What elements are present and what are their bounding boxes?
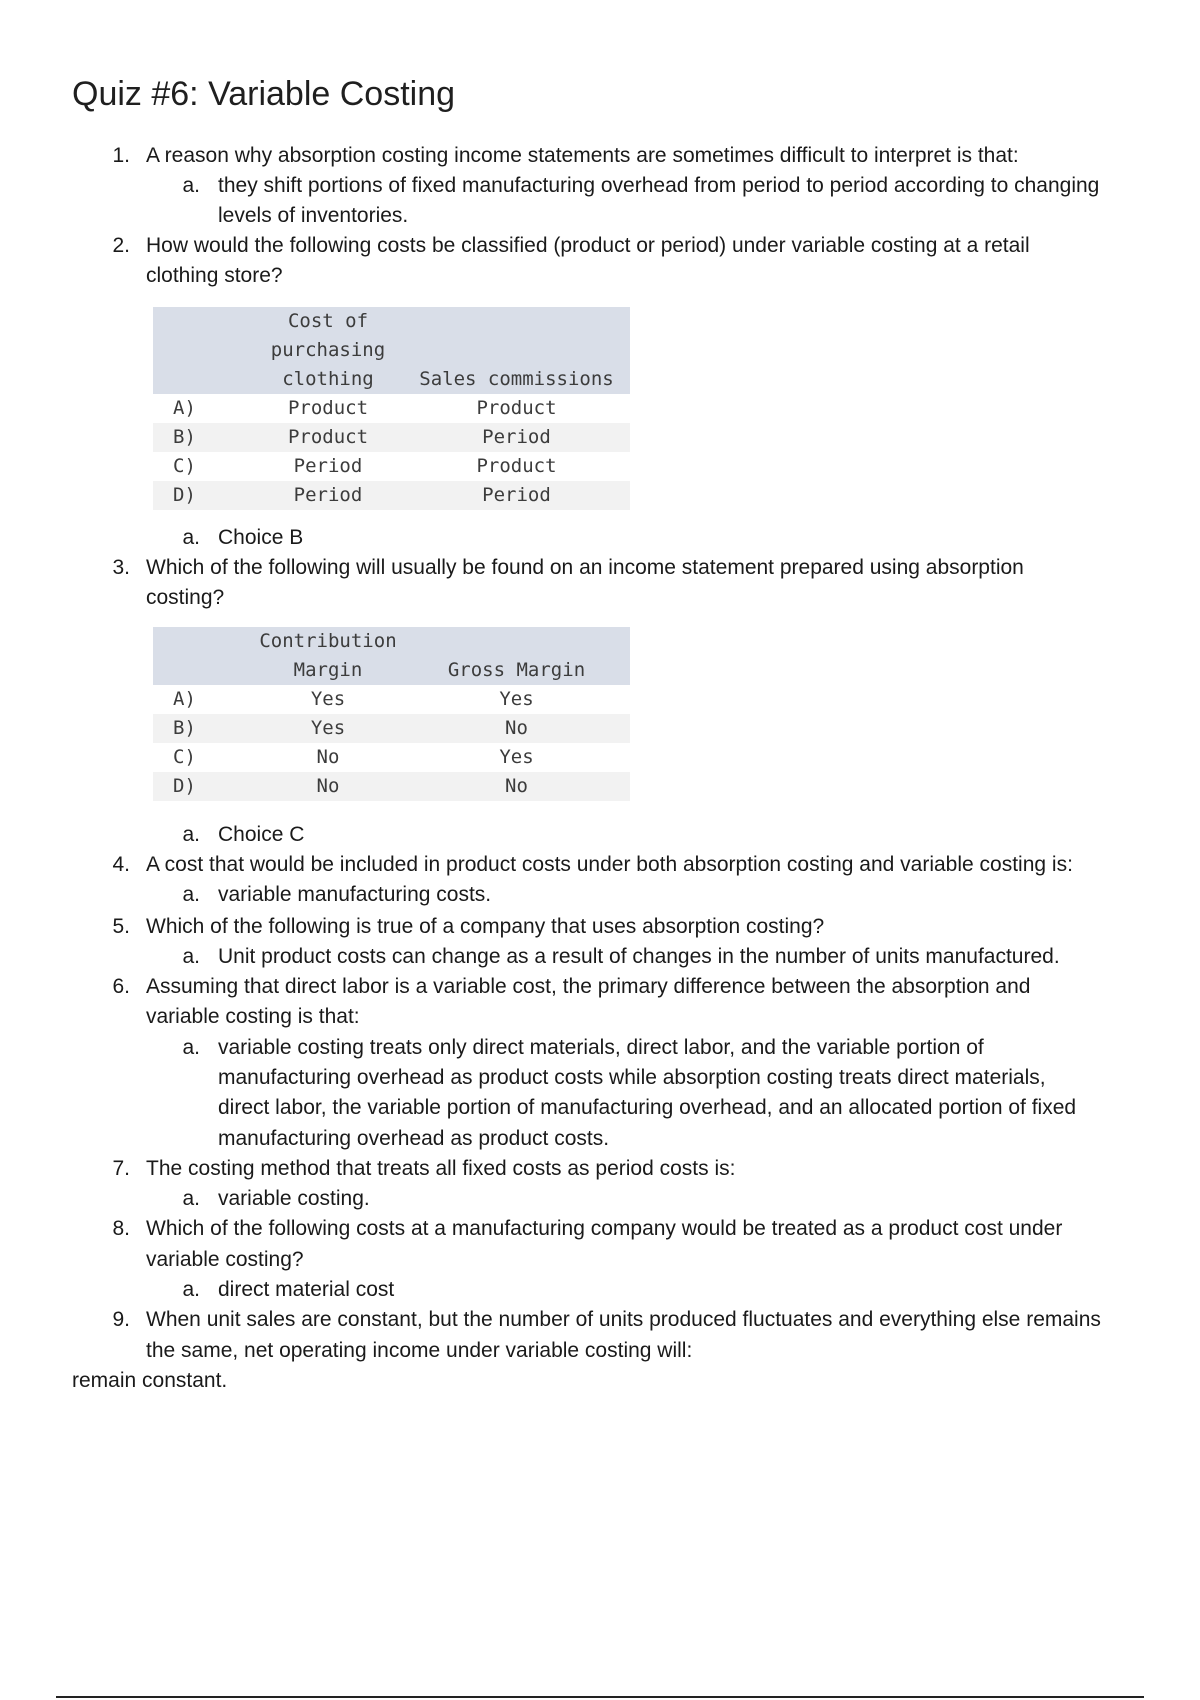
table-cell: No <box>316 746 340 768</box>
table-header-empty <box>153 627 253 685</box>
page-footer-divider <box>56 1696 1144 1698</box>
table-cell: No <box>403 714 630 743</box>
classification-table <box>153 307 630 510</box>
option-label: D) <box>153 772 253 801</box>
question-number: 2. <box>112 234 130 257</box>
question-text: The costing method that treats all fixed costs as period costs is: <box>146 1157 736 1180</box>
answer-text: manufacturing overhead as product costs. <box>218 1127 610 1150</box>
option-label: C) <box>173 746 196 768</box>
question-text: A cost that would be included in product costs under both absorption costing and variable costing is: <box>146 853 1073 876</box>
answer-text: direct labor, the variable portion of manufacturing overhead, and an allocated portion of fixed <box>218 1096 1077 1119</box>
table-row <box>153 743 630 772</box>
table-header-cost-of-purchasing-clothing: Cost of purchasing clothing <box>253 307 403 394</box>
answer-label: a. <box>182 526 200 549</box>
table-row <box>153 423 630 452</box>
table-cell: Yes <box>499 688 534 710</box>
table-cell: Yes <box>499 746 534 768</box>
answer-label: a. <box>182 823 200 846</box>
answer-label: a. <box>182 174 200 197</box>
table-row <box>153 394 630 423</box>
answer-text: Unit product costs can change as a result of changes in the number of units manufactured. <box>218 945 1060 968</box>
table-header-sales-commissions: Sales commissions <box>403 307 630 394</box>
question-text: Which of the following is true of a company that uses absorption costing? <box>146 915 825 938</box>
question-text: variable costing is that: <box>146 1005 360 1028</box>
table-cell: No <box>253 772 403 801</box>
table-cell: Product <box>476 455 557 477</box>
table-header-gross-margin: Gross Margin <box>403 627 630 685</box>
table-row <box>153 772 630 801</box>
answer-text: manufacturing overhead as product costs while absorption costing treats direct materials, <box>218 1066 1046 1089</box>
question-number: 5. <box>112 915 130 938</box>
answer-text: variable costing treats only direct materials, direct labor, and the variable portion of <box>218 1036 984 1059</box>
answer-label: a. <box>182 1036 200 1059</box>
question-number: 1. <box>112 144 130 167</box>
question-text: Assuming that direct labor is a variable cost, the primary difference between the absorption and <box>146 975 1031 998</box>
question-text: the same, net operating income under variable costing will: <box>146 1339 693 1362</box>
income-statement-table <box>153 627 630 801</box>
table-cell: Product <box>287 397 369 419</box>
table-cell: Yes <box>310 688 346 710</box>
question-text: A reason why absorption costing income statements are sometimes difficult to interpret is that: <box>146 144 1019 167</box>
question-text: clothing store? <box>146 264 283 287</box>
question-number: 8. <box>112 1217 130 1240</box>
question-number: 3. <box>112 556 130 579</box>
table-row <box>153 685 630 714</box>
option-label: A) <box>173 688 196 710</box>
table-cell: Period <box>403 423 630 452</box>
question-text: How would the following costs be classified (product or period) under variable costing at a retail <box>146 234 1030 257</box>
table-header-contribution-margin: Contribution Margin <box>253 627 403 685</box>
table-cell: Product <box>253 423 403 452</box>
answer-label: a. <box>182 1278 200 1301</box>
table-row <box>153 452 630 481</box>
question-number: 9. <box>112 1308 130 1331</box>
option-label: B) <box>153 423 253 452</box>
question-number: 4. <box>112 853 130 876</box>
answer-text: variable manufacturing costs. <box>218 883 492 906</box>
option-label: D) <box>153 481 253 510</box>
option-label: C) <box>173 455 196 477</box>
table-header-row <box>153 627 630 685</box>
question-number: 6. <box>112 975 130 998</box>
answer-label: a. <box>182 883 200 906</box>
answer-text: levels of inventories. <box>218 204 409 227</box>
page-title: Quiz #6: Variable Costing <box>72 75 456 113</box>
question-text: Which of the following costs at a manufacturing company would be treated as a product cost under <box>146 1217 1063 1240</box>
answer-text: Choice B <box>218 526 304 549</box>
table-header-empty <box>153 307 253 394</box>
table-cell: Period <box>293 455 363 477</box>
answer-text: direct material cost <box>218 1278 395 1301</box>
answer-label: a. <box>182 945 200 968</box>
trailing-answer: remain constant. <box>72 1369 228 1392</box>
table-header-row <box>153 307 630 394</box>
table-row <box>153 481 630 510</box>
question-number: 7. <box>112 1157 130 1180</box>
table-cell: Period <box>403 481 630 510</box>
answer-text: they shift portions of fixed manufacturing overhead from period to period according to changing <box>218 174 1100 197</box>
answer-text: variable costing. <box>218 1187 370 1210</box>
option-label: B) <box>153 714 253 743</box>
table-cell: Yes <box>253 714 403 743</box>
table-cell: Period <box>253 481 403 510</box>
question-text: Which of the following will usually be found on an income statement prepared using absorption <box>146 556 1024 579</box>
answer-label: a. <box>182 1187 200 1210</box>
table-row <box>153 714 630 743</box>
question-text: costing? <box>146 586 225 609</box>
answer-text: Choice C <box>218 823 305 846</box>
question-text: variable costing? <box>146 1248 304 1271</box>
table-cell: Product <box>476 397 557 419</box>
question-text: When unit sales are constant, but the number of units produced fluctuates and everything else remains <box>146 1308 1101 1331</box>
option-label: A) <box>173 397 196 419</box>
table-cell: No <box>403 772 630 801</box>
